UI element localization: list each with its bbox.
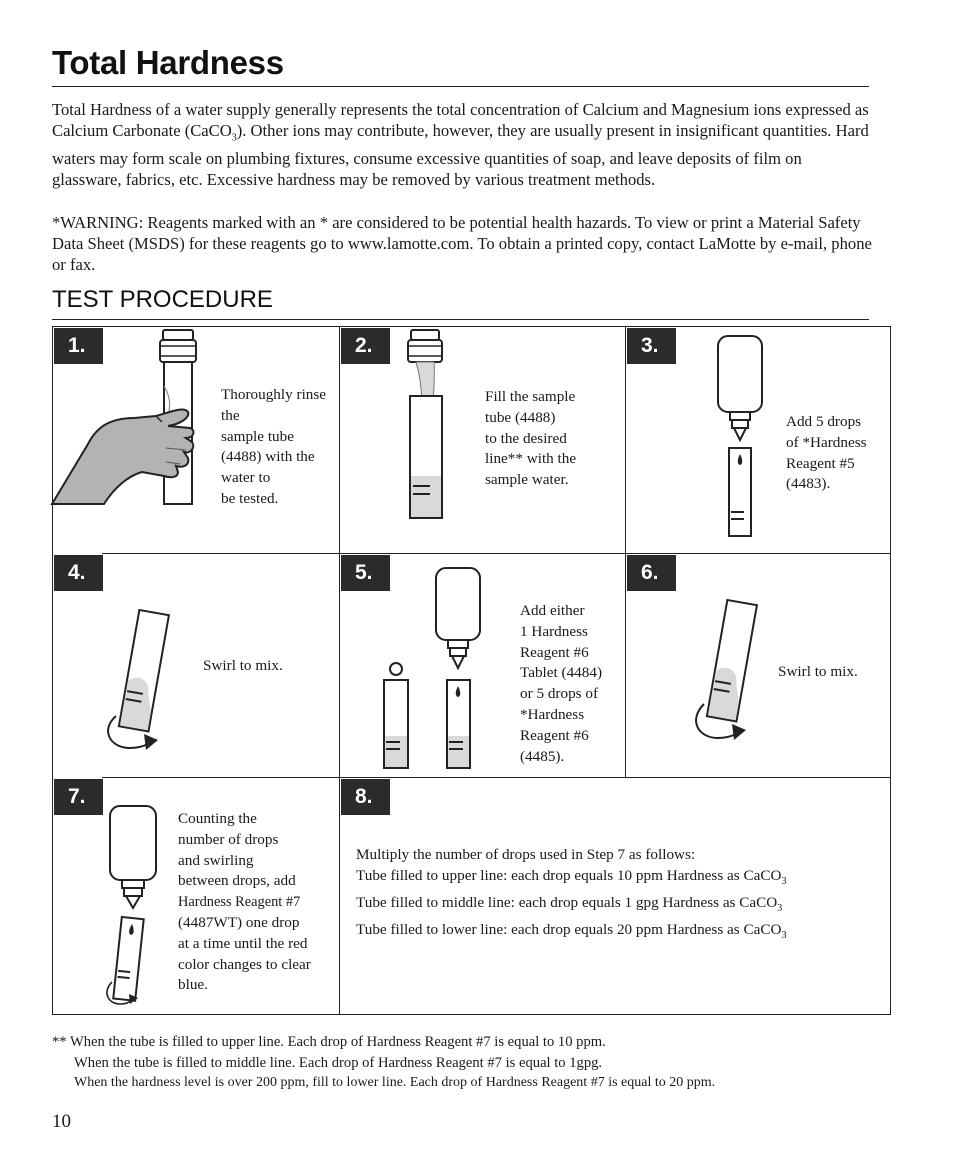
dropper-counting-icon [100,804,170,1012]
step-8-number: 8. [341,779,390,815]
section-rule [52,319,869,320]
title-rule [52,86,869,87]
page-number: 10 [52,1111,71,1132]
grid-divider [339,326,340,1015]
step-8-text: Multiply the number of drops used in Step 7 as follows: Tube filled to upper line: each drop equals 10 ppm Hardness as CaCO$_3$ Tube filled to middle line: each drop equals 1 gpg Hardness as CaCO$_3$ Tube filled to lower line: each drop equals 20 ppm Hardness as CaCO$_3$ [356,846,787,942]
footnote-upper-line: ** When the tube is filled to upper line. Each drop of Hardness Reagent #7 is equal to 10 ppm. [52,1034,606,1050]
footnote-lower-line: When the hardness level is over 200 ppm, fill to lower line. Each drop of Hardness Reagent #7 is equal to 20 ppm. [74,1075,716,1090]
warning-paragraph: *WARNING: Reagents marked with an * are considered to be potential health hazards. To view or print a Material Safety Data Sheet (MSDS) for these reagents go to www.lamotte.com. To obtain a printed copy, contact LaMotte by e-mail, phone or fax. [52,213,872,274]
grid-divider [625,326,626,778]
dropper-bottle-icon [714,332,774,542]
grid-divider [102,777,891,778]
intro-paragraph: Total Hardness of a water supply generally represents the total concentration of Calcium and Magnesium ions expressed as Calcium Carbonate (CaCO$_3$). Other ions may contribute, however, they are usually present in insignificant quantities. Hard waters may form scale on plumbing fixtures, consume excessive quantities of soap, and leave deposits of film on glassware, fabrics, etc. Excessive hardness may be removed by various treatment methods. [52,100,869,190]
footnote-middle-line: When the tube is filled to middle line. Each drop of Hardness Reagent #7 is equal to 1gpg. [74,1055,603,1071]
grid-divider [102,553,891,554]
page-title: Total Hardness [52,44,284,81]
step-5-number: 5. [341,555,390,591]
step-3-number: 3. [627,328,676,364]
step-2-text: Fill the sample tube (4488) to the desired line** with the sample water. [485,388,577,489]
swirl-tube-icon [688,596,778,756]
step-5-text: Add either 1 Hardness Reagent #6 Tablet (4484) or 5 drops of *Hardness Reagent #6 (4485). [520,602,603,765]
step-1-number: 1. [54,328,103,364]
step-7-text: Counting the number of drops and swirling between drops, add Hardness Reagent #7 (4487WT) one drop at a time until the red color changes to clear blue. [178,810,311,994]
hand-holding-tube-icon [52,326,222,526]
step-4-text: Swirl to mix. [203,657,283,674]
step-7-number: 7. [54,779,103,815]
step-3-text: Add 5 drops of *Hardness Reagent #5 (4483). [786,413,867,493]
section-title: TEST PROCEDURE [52,286,273,313]
tablet-and-dropper-icon [380,566,490,772]
swirl-tube-icon [100,606,190,766]
step-2-number: 2. [341,328,390,364]
step-6-text: Swirl to mix. [778,663,858,680]
step-4-number: 4. [54,555,103,591]
tube-filling-icon [400,326,450,526]
step-6-number: 6. [627,555,676,591]
step-1-text: Thoroughly rinse the sample tube (4488) with the water to be tested. [221,386,327,507]
